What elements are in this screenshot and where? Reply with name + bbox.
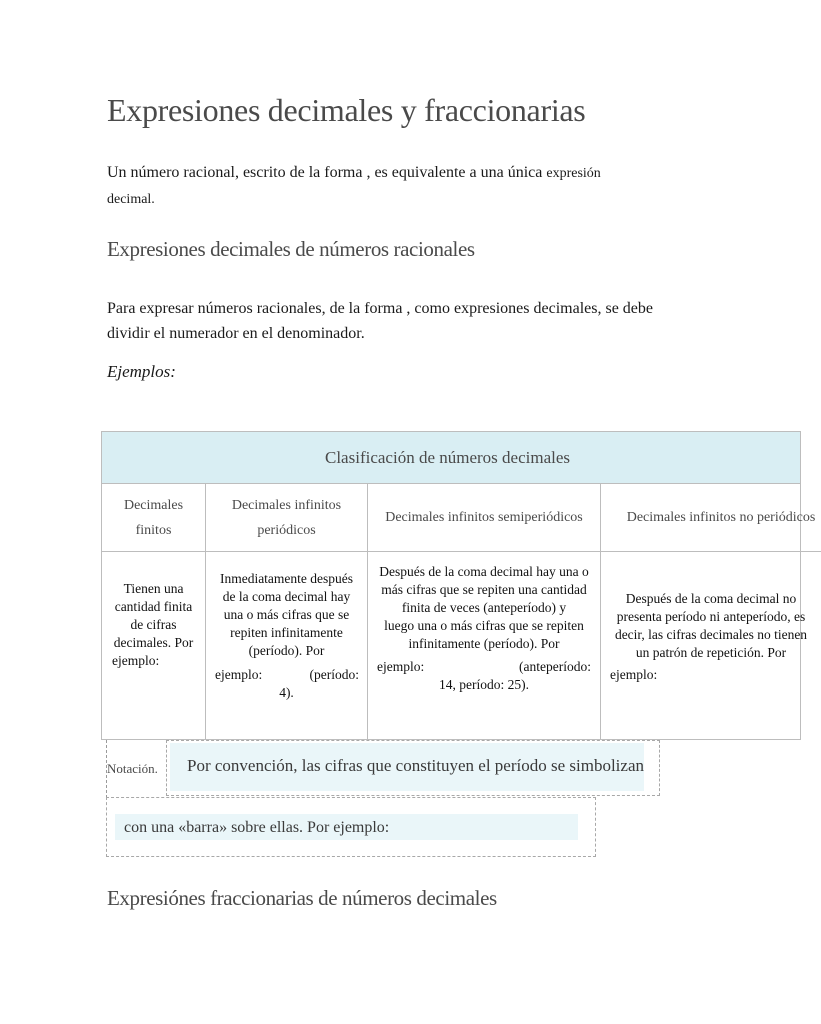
- table-header-no-periodicos-text: Decimales infinitos no periódicos: [626, 510, 816, 525]
- periodicos-description: Inmediatamente después de la coma decimal hay una o más cifras que se repiten infinitamente (período). Por: [219, 571, 354, 658]
- periodicos-example-label: ejemplo:: [215, 667, 263, 682]
- periodicos-example-period: (período:: [309, 667, 359, 682]
- no-periodicos-example-row: [601, 662, 821, 684]
- section-heading-decimales: Expresiones decimales de números racionales: [107, 237, 475, 261]
- semiperiodicos-example-anteperiod: (anteperíodo:: [519, 659, 591, 674]
- table-caption-text: Clasificación de números decimales: [325, 448, 570, 467]
- section-heading-fraccionarias: Expresiónes fraccionarias de números decimales: [107, 886, 497, 910]
- notation-line2: con una «barra» sobre ellas. Por ejemplo:: [115, 814, 578, 840]
- semiperiodicos-example-row: [368, 653, 600, 676]
- semiperiodicos-description-a: Después de la coma decimal hay una o más cifras que se repiten una cantidad finita de veces (anteperíodo) y: [379, 564, 589, 615]
- table-cell-finitos: [102, 552, 206, 739]
- table-cell-no-periodicos: [601, 552, 821, 739]
- page-title: Expresiones decimales y fraccionarias: [107, 92, 586, 128]
- periodicos-example-tail: 4).: [279, 685, 294, 700]
- periodicos-example-row: [206, 660, 367, 684]
- table-header-periodicos-text: Decimales infinitos periódicos: [231, 497, 342, 538]
- notation-label: Notación.: [107, 761, 158, 776]
- table-header-no-periodicos: [601, 484, 821, 552]
- table-header-finitos: [102, 484, 206, 552]
- table-caption: [102, 432, 800, 484]
- no-periodicos-description: Después de la coma decimal no presenta período ni anteperíodo, es decir, las cifras decimales no tienen un patrón de repetición. Por: [614, 591, 808, 660]
- intro-paragraph: [107, 160, 667, 212]
- finitos-example-label: ejemplo:: [112, 653, 160, 668]
- intro-small-text-b: decimal.: [107, 192, 155, 207]
- notation-line1: Por convención, las cifras que constituyen el período se simbolizan: [170, 743, 644, 791]
- intro-text: Un número racional, escrito de la forma , es equivalente a una única: [107, 164, 547, 181]
- semiperiodicos-description-b: luego una o más cifras que se repiten infinitamente (período). Por: [384, 618, 584, 651]
- table-cell-periodicos: [206, 552, 368, 739]
- classification-table: [101, 431, 816, 740]
- table-header-semiperiodicos-text: Decimales infinitos semiperiódicos: [385, 510, 583, 525]
- table-cell-semiperiodicos: [368, 552, 601, 739]
- semiperiodicos-example-label: ejemplo:: [377, 659, 425, 674]
- examples-label: Ejemplos:: [107, 362, 176, 381]
- finitos-description: Tienen una cantidad finita de cifras decimales. Por: [113, 581, 194, 650]
- racionales-paragraph: Para expresar números racionales, de la forma , como expresiones decimales, se debe dividir el numerador en el denominador.: [107, 300, 653, 342]
- no-periodicos-example-label: ejemplo:: [610, 667, 658, 682]
- semiperiodicos-example-tail: 14, período: 25).: [439, 677, 529, 692]
- table-header-periodicos: [206, 484, 368, 552]
- table-header-finitos-text: Decimales finitos: [123, 497, 184, 538]
- intro-small-text-a: expresión: [546, 166, 601, 181]
- finitos-example-row: [102, 652, 205, 670]
- table-header-semiperiodicos: [368, 484, 601, 552]
